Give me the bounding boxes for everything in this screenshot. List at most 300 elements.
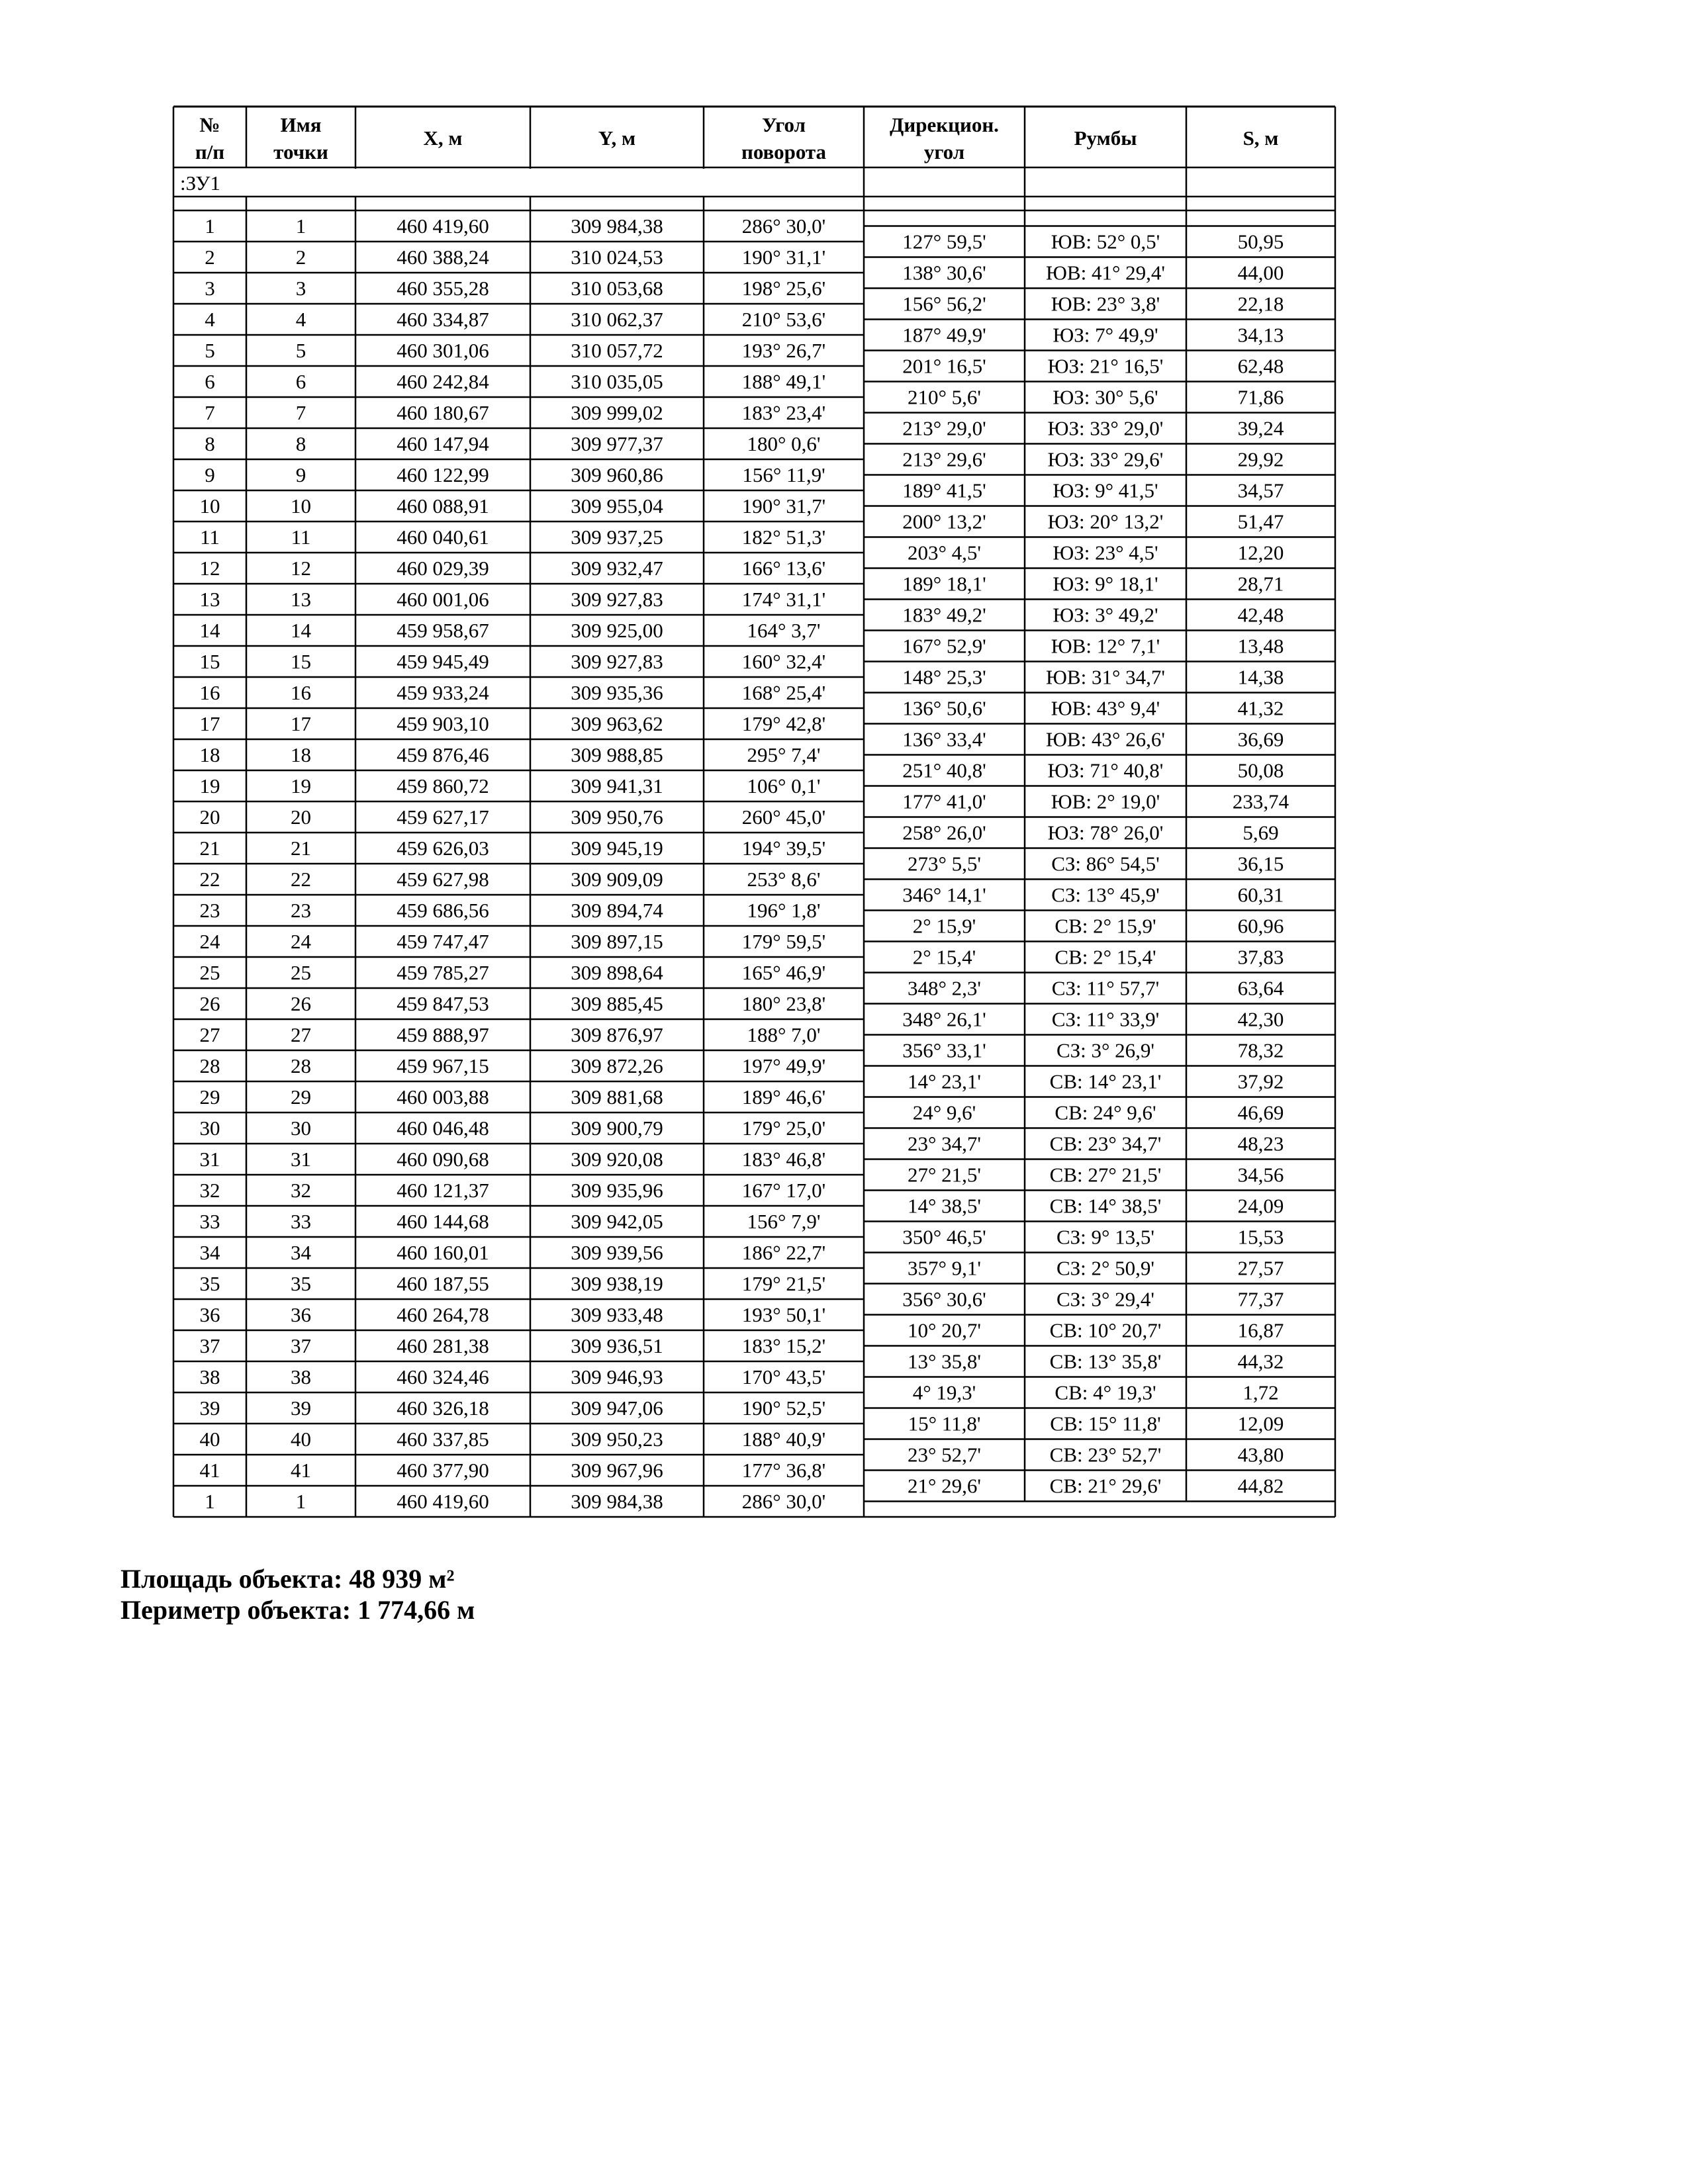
point-turn-angle: 189° 46,6' bbox=[741, 1085, 826, 1109]
segment-distance: 42,30 bbox=[1237, 1007, 1284, 1031]
point-x: 459 627,17 bbox=[397, 805, 489, 829]
point-x: 460 122,99 bbox=[397, 463, 489, 486]
segment-distance: 50,08 bbox=[1237, 758, 1284, 782]
point-x: 459 686,56 bbox=[397, 899, 489, 922]
point-number: 32 bbox=[199, 1179, 220, 1202]
point-y: 310 057,72 bbox=[571, 339, 663, 362]
segment-distance: 12,09 bbox=[1237, 1412, 1284, 1435]
point-y: 309 900,79 bbox=[571, 1116, 663, 1140]
point-y: 309 933,48 bbox=[571, 1303, 663, 1326]
point-x: 459 967,15 bbox=[397, 1054, 489, 1077]
segment-distance: 44,00 bbox=[1237, 261, 1284, 285]
point-name: 31 bbox=[291, 1148, 311, 1171]
point-name: 13 bbox=[291, 588, 311, 611]
segment-bearing: СВ: 23° 34,7' bbox=[1049, 1132, 1162, 1156]
segment-distance: 36,69 bbox=[1237, 727, 1284, 751]
segment-bearing: СВ: 13° 35,8' bbox=[1049, 1349, 1162, 1373]
segment-direction-angle: 187° 49,9' bbox=[902, 323, 986, 347]
segment-direction-angle: 10° 20,7' bbox=[908, 1318, 981, 1342]
segment-bearing: ЮВ: 52° 0,5' bbox=[1051, 230, 1160, 253]
point-name: 2 bbox=[295, 246, 306, 269]
header-number-line1: № bbox=[199, 113, 220, 136]
point-y: 309 946,93 bbox=[571, 1365, 663, 1388]
header-point-name-line1: Имя bbox=[280, 113, 322, 136]
segment-direction-angle: 348° 26,1' bbox=[902, 1007, 986, 1031]
segment-distance: 62,48 bbox=[1237, 354, 1284, 378]
header-distance: S, м bbox=[1243, 126, 1279, 150]
point-x: 460 029,39 bbox=[397, 557, 489, 580]
point-x: 459 903,10 bbox=[397, 712, 489, 735]
segment-direction-angle: 356° 30,6' bbox=[902, 1287, 986, 1311]
point-turn-angle: 180° 0,6' bbox=[747, 432, 821, 455]
point-number: 5 bbox=[205, 339, 215, 362]
segment-distance: 41,32 bbox=[1237, 696, 1284, 720]
segment-distance: 13,48 bbox=[1237, 634, 1284, 658]
point-name: 24 bbox=[291, 930, 311, 953]
segment-direction-angle: 200° 13,2' bbox=[902, 510, 986, 533]
point-number: 19 bbox=[199, 774, 220, 797]
segment-distance: 16,87 bbox=[1237, 1318, 1284, 1342]
segment-distance: 50,95 bbox=[1237, 230, 1284, 253]
point-y: 309 927,83 bbox=[571, 650, 663, 673]
point-turn-angle: 190° 52,5' bbox=[741, 1396, 826, 1420]
segment-bearing: СВ: 10° 20,7' bbox=[1049, 1318, 1162, 1342]
point-number: 1 bbox=[205, 1490, 215, 1513]
segment-distance: 39,24 bbox=[1237, 416, 1284, 440]
segment-distance: 34,57 bbox=[1237, 478, 1284, 502]
point-x: 460 046,48 bbox=[397, 1116, 489, 1140]
point-number: 22 bbox=[199, 868, 220, 891]
point-y: 309 920,08 bbox=[571, 1148, 663, 1171]
point-x: 460 324,46 bbox=[397, 1365, 489, 1388]
point-name: 35 bbox=[291, 1272, 311, 1295]
point-number: 8 bbox=[205, 432, 215, 455]
point-y: 310 035,05 bbox=[571, 370, 663, 393]
point-x: 460 264,78 bbox=[397, 1303, 489, 1326]
point-turn-angle: 179° 42,8' bbox=[741, 712, 826, 735]
point-x: 460 147,94 bbox=[397, 432, 489, 455]
segment-bearing: СВ: 14° 23,1' bbox=[1049, 1069, 1162, 1093]
point-turn-angle: 194° 39,5' bbox=[741, 837, 826, 860]
point-turn-angle: 193° 26,7' bbox=[741, 339, 826, 362]
point-name: 7 bbox=[295, 401, 306, 424]
point-name: 8 bbox=[295, 432, 306, 455]
segment-bearing: ЮЗ: 20° 13,2' bbox=[1047, 510, 1164, 533]
header-y: Y, м bbox=[598, 126, 636, 150]
point-y: 309 894,74 bbox=[571, 899, 663, 922]
point-x: 459 785,27 bbox=[397, 961, 489, 984]
point-name: 27 bbox=[291, 1023, 311, 1046]
point-x: 459 888,97 bbox=[397, 1023, 489, 1046]
segment-direction-angle: 189° 41,5' bbox=[902, 478, 986, 502]
segment-bearing: СЗ: 86° 54,5' bbox=[1051, 852, 1160, 876]
segment-distance: 12,20 bbox=[1237, 541, 1284, 565]
point-x: 459 860,72 bbox=[397, 774, 489, 797]
point-y: 309 909,09 bbox=[571, 868, 663, 891]
point-turn-angle: 166° 13,6' bbox=[741, 557, 826, 580]
segment-direction-angle: 21° 29,6' bbox=[908, 1474, 981, 1498]
point-x: 460 419,60 bbox=[397, 214, 489, 238]
point-name: 19 bbox=[291, 774, 311, 797]
segment-bearing: СВ: 15° 11,8' bbox=[1050, 1412, 1161, 1435]
segment-direction-angle: 213° 29,0' bbox=[902, 416, 986, 440]
header-direction-angle-line1: Дирекцион. bbox=[890, 113, 999, 136]
point-number: 25 bbox=[199, 961, 220, 984]
segment-bearing: ЮВ: 31° 34,7' bbox=[1046, 665, 1165, 689]
segment-direction-angle: 201° 16,5' bbox=[902, 354, 986, 378]
segment-bearing: ЮЗ: 78° 26,0' bbox=[1047, 821, 1164, 844]
point-turn-angle: 186° 22,7' bbox=[741, 1241, 826, 1264]
point-number: 36 bbox=[199, 1303, 220, 1326]
segment-direction-angle: 127° 59,5' bbox=[902, 230, 986, 253]
segment-bearing: ЮЗ: 71° 40,8' bbox=[1047, 758, 1164, 782]
point-number: 24 bbox=[199, 930, 220, 953]
point-name: 11 bbox=[291, 525, 311, 549]
point-turn-angle: 165° 46,9' bbox=[741, 961, 826, 984]
point-name: 21 bbox=[291, 837, 311, 860]
point-number: 35 bbox=[199, 1272, 220, 1295]
segment-direction-angle: 356° 33,1' bbox=[902, 1038, 986, 1062]
segment-bearing: ЮЗ: 30° 5,6' bbox=[1053, 385, 1158, 409]
segment-direction-angle: 251° 40,8' bbox=[902, 758, 986, 782]
point-number: 20 bbox=[199, 805, 220, 829]
point-turn-angle: 177° 36,8' bbox=[741, 1459, 826, 1482]
point-x: 460 326,18 bbox=[397, 1396, 489, 1420]
segment-direction-angle: 189° 18,1' bbox=[902, 572, 986, 596]
segment-bearing: СВ: 4° 19,3' bbox=[1055, 1381, 1156, 1404]
segment-direction-angle: 167° 52,9' bbox=[902, 634, 986, 658]
point-number: 29 bbox=[199, 1085, 220, 1109]
point-y: 309 898,64 bbox=[571, 961, 663, 984]
point-turn-angle: 174° 31,1' bbox=[741, 588, 826, 611]
segment-bearing: ЮВ: 23° 3,8' bbox=[1051, 292, 1160, 316]
point-x: 460 088,91 bbox=[397, 494, 489, 518]
header-turn-angle-line2: поворота bbox=[741, 140, 827, 163]
segment-bearing: СВ: 27° 21,5' bbox=[1049, 1163, 1162, 1187]
segment-bearing: ЮВ: 43° 26,6' bbox=[1046, 727, 1165, 751]
segment-direction-angle: 350° 46,5' bbox=[902, 1225, 986, 1249]
point-y: 309 947,06 bbox=[571, 1396, 663, 1420]
point-x: 460 355,28 bbox=[397, 277, 489, 300]
segment-direction-angle: 27° 21,5' bbox=[908, 1163, 981, 1187]
point-x: 460 160,01 bbox=[397, 1241, 489, 1264]
point-x: 459 958,67 bbox=[397, 619, 489, 642]
point-name: 6 bbox=[295, 370, 306, 393]
point-number: 28 bbox=[199, 1054, 220, 1077]
segment-direction-angle: 136° 50,6' bbox=[902, 696, 986, 720]
segment-direction-angle: 15° 11,8' bbox=[908, 1412, 981, 1435]
point-x: 460 180,67 bbox=[397, 401, 489, 424]
segment-direction-angle: 346° 14,1' bbox=[902, 883, 986, 907]
point-y: 309 935,36 bbox=[571, 681, 663, 704]
point-x: 460 334,87 bbox=[397, 308, 489, 331]
segment-distance: 1,72 bbox=[1243, 1381, 1279, 1404]
point-turn-angle: 164° 3,7' bbox=[747, 619, 821, 642]
point-x: 459 747,47 bbox=[397, 930, 489, 953]
segment-distance: 28,71 bbox=[1237, 572, 1284, 596]
segment-distance: 60,96 bbox=[1237, 914, 1284, 938]
point-turn-angle: 286° 30,0' bbox=[741, 1490, 826, 1513]
point-name: 30 bbox=[291, 1116, 311, 1140]
point-name: 32 bbox=[291, 1179, 311, 1202]
point-number: 34 bbox=[199, 1241, 220, 1264]
point-name: 22 bbox=[291, 868, 311, 891]
point-x: 460 121,37 bbox=[397, 1179, 489, 1202]
point-y: 309 950,23 bbox=[571, 1428, 663, 1451]
point-name: 37 bbox=[291, 1334, 311, 1357]
point-name: 25 bbox=[291, 961, 311, 984]
segment-distance: 34,56 bbox=[1237, 1163, 1284, 1187]
point-y: 309 932,47 bbox=[571, 557, 663, 580]
segment-direction-angle: 2° 15,4' bbox=[912, 945, 976, 969]
segment-distance: 44,82 bbox=[1237, 1474, 1284, 1498]
point-turn-angle: 182° 51,3' bbox=[741, 525, 826, 549]
point-y: 309 936,51 bbox=[571, 1334, 663, 1357]
segment-bearing: ЮЗ: 23° 4,5' bbox=[1053, 541, 1158, 565]
segment-bearing: СЗ: 3° 26,9' bbox=[1056, 1038, 1155, 1062]
segment-distance: 34,13 bbox=[1237, 323, 1284, 347]
point-name: 18 bbox=[291, 743, 311, 766]
header-point-name-line2: точки bbox=[273, 140, 328, 163]
segment-distance: 42,48 bbox=[1237, 603, 1284, 627]
segment-direction-angle: 4° 19,3' bbox=[912, 1381, 976, 1404]
point-turn-angle: 106° 0,1' bbox=[747, 774, 821, 797]
point-turn-angle: 160° 32,4' bbox=[741, 650, 826, 673]
segment-direction-angle: 213° 29,6' bbox=[902, 447, 986, 471]
point-number: 12 bbox=[199, 557, 220, 580]
segment-direction-angle: 136° 33,4' bbox=[902, 727, 986, 751]
point-turn-angle: 179° 25,0' bbox=[741, 1116, 826, 1140]
point-turn-angle: 188° 40,9' bbox=[741, 1428, 826, 1451]
segment-bearing: ЮВ: 12° 7,1' bbox=[1051, 634, 1160, 658]
segment-distance: 37,92 bbox=[1237, 1069, 1284, 1093]
point-x: 460 301,06 bbox=[397, 339, 489, 362]
point-name: 38 bbox=[291, 1365, 311, 1388]
point-number: 10 bbox=[199, 494, 220, 518]
point-number: 17 bbox=[199, 712, 220, 735]
point-turn-angle: 196° 1,8' bbox=[747, 899, 821, 922]
point-turn-angle: 295° 7,4' bbox=[747, 743, 821, 766]
point-y: 309 941,31 bbox=[571, 774, 663, 797]
segment-direction-angle: 23° 34,7' bbox=[908, 1132, 981, 1156]
point-turn-angle: 183° 46,8' bbox=[741, 1148, 826, 1171]
point-number: 39 bbox=[199, 1396, 220, 1420]
segment-direction-angle: 156° 56,2' bbox=[902, 292, 986, 316]
segment-distance: 36,15 bbox=[1237, 852, 1284, 876]
point-number: 4 bbox=[205, 308, 215, 331]
point-x: 459 945,49 bbox=[397, 650, 489, 673]
point-name: 26 bbox=[291, 992, 311, 1015]
point-y: 309 984,38 bbox=[571, 214, 663, 238]
segment-bearing: СЗ: 13° 45,9' bbox=[1051, 883, 1160, 907]
point-x: 460 003,88 bbox=[397, 1085, 489, 1109]
point-number: 1 bbox=[205, 214, 215, 238]
point-x: 460 187,55 bbox=[397, 1272, 489, 1295]
point-y: 310 053,68 bbox=[571, 277, 663, 300]
point-turn-angle: 168° 25,4' bbox=[741, 681, 826, 704]
point-name: 3 bbox=[295, 277, 306, 300]
header-turn-angle-line1: Угол bbox=[762, 113, 806, 136]
segment-distance: 63,64 bbox=[1237, 976, 1284, 1000]
point-number: 15 bbox=[199, 650, 220, 673]
point-y: 309 963,62 bbox=[571, 712, 663, 735]
point-y: 310 062,37 bbox=[571, 308, 663, 331]
point-name: 1 bbox=[295, 214, 306, 238]
segment-distance: 46,69 bbox=[1237, 1101, 1284, 1124]
point-turn-angle: 183° 15,2' bbox=[741, 1334, 826, 1357]
point-name: 17 bbox=[291, 712, 311, 735]
point-number: 41 bbox=[199, 1459, 220, 1482]
segment-distance: 37,83 bbox=[1237, 945, 1284, 969]
segment-bearing: СВ: 21° 29,6' bbox=[1049, 1474, 1162, 1498]
segment-bearing: ЮЗ: 9° 18,1' bbox=[1053, 572, 1158, 596]
point-x: 460 377,90 bbox=[397, 1459, 489, 1482]
point-x: 460 144,68 bbox=[397, 1210, 489, 1233]
segment-distance: 48,23 bbox=[1237, 1132, 1284, 1156]
section-label-cell bbox=[175, 169, 863, 196]
segment-bearing: ЮЗ: 3° 49,2' bbox=[1053, 603, 1158, 627]
header-bearing: Румбы bbox=[1074, 126, 1137, 150]
point-number: 2 bbox=[205, 246, 215, 269]
object-perimeter: Периметр объекта: 1 774,66 м bbox=[120, 1595, 475, 1625]
point-turn-angle: 179° 21,5' bbox=[741, 1272, 826, 1295]
segment-bearing: ЮЗ: 33° 29,6' bbox=[1047, 447, 1164, 471]
point-turn-angle: 190° 31,7' bbox=[741, 494, 826, 518]
point-turn-angle: 170° 43,5' bbox=[741, 1365, 826, 1388]
segment-distance: 14,38 bbox=[1237, 665, 1284, 689]
point-turn-angle: 156° 11,9' bbox=[742, 463, 825, 486]
point-y: 310 024,53 bbox=[571, 246, 663, 269]
point-y: 309 927,83 bbox=[571, 588, 663, 611]
segment-bearing: ЮЗ: 33° 29,0' bbox=[1047, 416, 1164, 440]
segment-direction-angle: 23° 52,7' bbox=[908, 1443, 981, 1467]
point-turn-angle: 190° 31,1' bbox=[741, 246, 826, 269]
segment-direction-angle: 24° 9,6' bbox=[912, 1101, 976, 1124]
segment-distance: 60,31 bbox=[1237, 883, 1284, 907]
point-number: 27 bbox=[199, 1023, 220, 1046]
point-y: 309 876,97 bbox=[571, 1023, 663, 1046]
point-y: 309 925,00 bbox=[571, 619, 663, 642]
point-name: 40 bbox=[291, 1428, 311, 1451]
segment-bearing: ЮЗ: 9° 41,5' bbox=[1053, 478, 1158, 502]
point-x: 460 040,61 bbox=[397, 525, 489, 549]
point-turn-angle: 188° 49,1' bbox=[741, 370, 826, 393]
point-x: 459 876,46 bbox=[397, 743, 489, 766]
segment-direction-angle: 357° 9,1' bbox=[908, 1256, 981, 1280]
segment-direction-angle: 177° 41,0' bbox=[902, 790, 986, 813]
segment-direction-angle: 13° 35,8' bbox=[908, 1349, 981, 1373]
point-turn-angle: 180° 23,8' bbox=[741, 992, 826, 1015]
point-name: 16 bbox=[291, 681, 311, 704]
point-x: 460 281,38 bbox=[397, 1334, 489, 1357]
point-x: 460 090,68 bbox=[397, 1148, 489, 1171]
segment-bearing: СЗ: 11° 33,9' bbox=[1051, 1007, 1160, 1031]
point-turn-angle: 198° 25,6' bbox=[741, 277, 826, 300]
point-x: 459 933,24 bbox=[397, 681, 489, 704]
point-y: 309 967,96 bbox=[571, 1459, 663, 1482]
point-y: 309 977,37 bbox=[571, 432, 663, 455]
object-area: Площадь объекта: 48 939 м² bbox=[120, 1564, 455, 1594]
segment-distance: 29,92 bbox=[1237, 447, 1284, 471]
segment-direction-angle: 138° 30,6' bbox=[902, 261, 986, 285]
segment-bearing: ЮЗ: 21° 16,5' bbox=[1047, 354, 1164, 378]
segment-distance: 78,32 bbox=[1237, 1038, 1284, 1062]
segment-bearing: СВ: 2° 15,9' bbox=[1055, 914, 1156, 938]
segment-bearing: СЗ: 3° 29,4' bbox=[1056, 1287, 1155, 1311]
point-x: 459 847,53 bbox=[397, 992, 489, 1015]
point-name: 14 bbox=[291, 619, 311, 642]
point-x: 459 626,03 bbox=[397, 837, 489, 860]
point-x: 460 388,24 bbox=[397, 246, 489, 269]
segment-bearing: СЗ: 9° 13,5' bbox=[1056, 1225, 1155, 1249]
point-name: 10 bbox=[291, 494, 311, 518]
point-y: 309 881,68 bbox=[571, 1085, 663, 1109]
point-y: 309 945,19 bbox=[571, 837, 663, 860]
point-turn-angle: 253° 8,6' bbox=[747, 868, 821, 891]
segment-bearing: ЮВ: 2° 19,0' bbox=[1051, 790, 1160, 813]
segment-direction-angle: 148° 25,3' bbox=[902, 665, 986, 689]
point-number: 31 bbox=[199, 1148, 220, 1171]
point-number: 33 bbox=[199, 1210, 220, 1233]
segment-distance: 24,09 bbox=[1237, 1194, 1284, 1218]
segment-distance: 233,74 bbox=[1232, 790, 1289, 813]
point-y: 309 984,38 bbox=[571, 1490, 663, 1513]
point-name: 39 bbox=[291, 1396, 311, 1420]
point-y: 309 938,19 bbox=[571, 1272, 663, 1295]
point-y: 309 950,76 bbox=[571, 805, 663, 829]
point-number: 3 bbox=[205, 277, 215, 300]
point-x: 460 001,06 bbox=[397, 588, 489, 611]
point-name: 12 bbox=[291, 557, 311, 580]
point-y: 309 999,02 bbox=[571, 401, 663, 424]
segment-distance: 5,69 bbox=[1243, 821, 1279, 844]
segment-distance: 77,37 bbox=[1237, 1287, 1284, 1311]
point-name: 33 bbox=[291, 1210, 311, 1233]
point-y: 309 939,56 bbox=[571, 1241, 663, 1264]
point-number: 18 bbox=[199, 743, 220, 766]
point-name: 5 bbox=[295, 339, 306, 362]
point-y: 309 872,26 bbox=[571, 1054, 663, 1077]
segment-distance: 43,80 bbox=[1237, 1443, 1284, 1467]
object-summary bbox=[120, 1563, 475, 1625]
segment-direction-angle: 348° 2,3' bbox=[908, 976, 981, 1000]
point-turn-angle: 167° 17,0' bbox=[741, 1179, 826, 1202]
point-x: 460 337,85 bbox=[397, 1428, 489, 1451]
point-number: 40 bbox=[199, 1428, 220, 1451]
segment-direction-angle: 14° 38,5' bbox=[908, 1194, 981, 1218]
segment-bearing: СЗ: 11° 57,7' bbox=[1051, 976, 1160, 1000]
point-name: 29 bbox=[291, 1085, 311, 1109]
point-name: 23 bbox=[291, 899, 311, 922]
point-number: 7 bbox=[205, 401, 215, 424]
point-number: 6 bbox=[205, 370, 215, 393]
segment-direction-angle: 273° 5,5' bbox=[908, 852, 981, 876]
point-name: 41 bbox=[291, 1459, 311, 1482]
point-number: 26 bbox=[199, 992, 220, 1015]
segment-bearing: СВ: 14° 38,5' bbox=[1049, 1194, 1162, 1218]
point-y: 309 960,86 bbox=[571, 463, 663, 486]
point-turn-angle: 193° 50,1' bbox=[741, 1303, 826, 1326]
point-turn-angle: 179° 59,5' bbox=[741, 930, 826, 953]
segment-distance: 27,57 bbox=[1237, 1256, 1284, 1280]
segment-distance: 22,18 bbox=[1237, 292, 1284, 316]
point-y: 309 897,15 bbox=[571, 930, 663, 953]
point-number: 37 bbox=[199, 1334, 220, 1357]
point-turn-angle: 156° 7,9' bbox=[747, 1210, 821, 1233]
point-x: 460 419,60 bbox=[397, 1490, 489, 1513]
point-y: 309 955,04 bbox=[571, 494, 663, 518]
segment-bearing: ЮВ: 41° 29,4' bbox=[1046, 261, 1165, 285]
